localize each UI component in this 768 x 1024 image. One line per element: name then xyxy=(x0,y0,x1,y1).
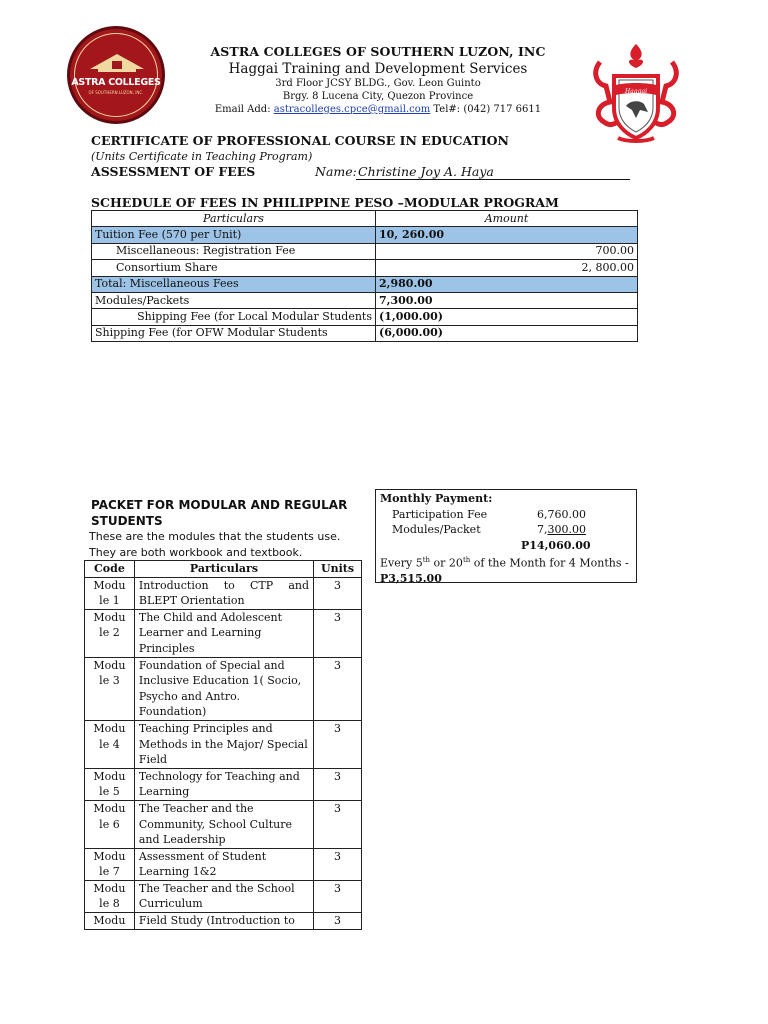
packet-description xyxy=(89,529,369,560)
email-label: Email Add: xyxy=(214,104,274,115)
module-row xyxy=(85,577,362,609)
crest-banner: Haggai xyxy=(625,88,647,95)
logo-name: ASTRA COLLEGES xyxy=(71,77,161,88)
modules-header-code: Code xyxy=(85,561,135,578)
institution-subtitle: Haggai Training and Development Services xyxy=(228,61,528,77)
module-units: 3 xyxy=(314,768,362,800)
fee-label: Shipping Fee (for OFW Modular Students xyxy=(92,325,376,341)
packet-desc-line-2: They are both workbook and textbook. xyxy=(89,545,303,559)
monthly-payment-box xyxy=(375,489,637,586)
module-code: Modu le 2 xyxy=(85,609,135,657)
address-line-1: 3rd Floor JCSY BLDG., Gov. Leon Guinto xyxy=(275,78,481,89)
module-code: Modu le 4 xyxy=(85,720,135,768)
fee-amount: (1,000.00) xyxy=(376,309,638,325)
letterhead xyxy=(170,44,586,116)
fee-label: Consortium Share xyxy=(92,260,376,276)
name-label: Name: xyxy=(315,164,357,179)
monthly-total: P14,060.00 xyxy=(521,538,591,552)
fee-amount: 2,980.00 xyxy=(376,276,638,292)
participation-row xyxy=(380,507,632,523)
module-code: Modu le 5 xyxy=(85,768,135,800)
modules-label: Modules/Packet xyxy=(392,523,481,536)
module-row xyxy=(85,657,362,720)
participation-label: Participation Fee xyxy=(392,507,488,521)
modules-row xyxy=(380,522,632,538)
fees-header-particulars: Particulars xyxy=(92,211,376,227)
fees-row xyxy=(92,292,638,308)
module-row xyxy=(85,609,362,657)
module-row xyxy=(85,720,362,768)
module-row xyxy=(85,800,362,848)
modules-value: 7,300.00 xyxy=(537,523,586,536)
schedule-title: SCHEDULE OF FEES IN PHILIPPINE PESO –MODULAR PROGRAM xyxy=(91,195,559,210)
modules-header-units: Units xyxy=(314,561,362,578)
certificate-subtitle: (Units Certificate in Teaching Program) xyxy=(91,150,313,163)
module-particulars: Foundation of Special and Inclusive Education 1( Socio, Psycho and Antro. Foundation) xyxy=(134,657,313,720)
monthly-schedule: Every 5th or 20th of the Month for 4 Months - xyxy=(380,556,629,570)
module-code: Modu le 3 xyxy=(85,657,135,720)
module-particulars: Teaching Principles and Methods in the Major/ Special Field xyxy=(134,720,313,768)
module-particulars: The Teacher and the School Curriculum xyxy=(134,880,313,912)
module-units: 3 xyxy=(314,657,362,720)
module-units: 3 xyxy=(314,800,362,848)
module-code: Modu le 7 xyxy=(85,848,135,880)
modules-header-row xyxy=(85,561,362,578)
module-code: Modu le 8 xyxy=(85,880,135,912)
module-particulars: Field Study (Introduction to xyxy=(134,913,313,930)
school-roof-icon xyxy=(88,53,146,73)
address-line-2: Brgy. 8 Lucena City, Quezon Province xyxy=(282,91,474,102)
modules-header-particulars: Particulars xyxy=(134,561,313,578)
fee-label: Miscellaneous: Registration Fee xyxy=(92,243,376,259)
module-particulars: Introduction to CTP and BLEPT Orientation xyxy=(134,577,313,609)
monthly-title: Monthly Payment: xyxy=(380,492,493,505)
fees-row xyxy=(92,276,638,292)
fees-header-row xyxy=(92,211,638,227)
module-particulars: The Child and Adolescent Learner and Learning Principles xyxy=(134,609,313,657)
modules-table xyxy=(84,560,362,930)
module-units: 3 xyxy=(314,913,362,930)
participation-value: 6,760.00 xyxy=(537,507,586,521)
fee-amount: 2, 800.00 xyxy=(376,260,638,276)
telephone: Tel#: (042) 717 6611 xyxy=(430,104,542,115)
astra-logo xyxy=(67,26,165,124)
fee-label: Shipping Fee (for Local Modular Students xyxy=(92,309,376,325)
module-units: 3 xyxy=(314,848,362,880)
email-link[interactable]: astracolleges.cpce@gmail.com xyxy=(273,104,431,115)
module-code: Modu xyxy=(85,913,135,930)
fee-label: Tuition Fee (570 per Unit) xyxy=(92,227,376,243)
fee-amount: (6,000.00) xyxy=(376,325,638,341)
assessment-heading: ASSESSMENT OF FEES xyxy=(91,164,256,179)
logo-subtitle: OF SOUTHERN LUZON, INC. xyxy=(88,90,144,95)
module-row xyxy=(85,768,362,800)
fees-row xyxy=(92,309,638,325)
module-row xyxy=(85,880,362,912)
fees-row xyxy=(92,243,638,259)
fee-label: Modules/Packets xyxy=(92,292,376,308)
certificate-title: CERTIFICATE OF PROFESSIONAL COURSE IN EDUCATION xyxy=(91,133,509,148)
fee-amount: 700.00 xyxy=(376,243,638,259)
module-units: 3 xyxy=(314,609,362,657)
module-particulars: The Teacher and the Community, School Culture and Leadership xyxy=(134,800,313,848)
module-units: 3 xyxy=(314,577,362,609)
fee-amount: 7,300.00 xyxy=(376,292,638,308)
module-units: 3 xyxy=(314,720,362,768)
module-code: Modu le 1 xyxy=(85,577,135,609)
module-row xyxy=(85,848,362,880)
packet-desc-line-1: These are the modules that the students use. xyxy=(89,530,341,543)
module-units: 3 xyxy=(314,880,362,912)
contact-line xyxy=(170,103,586,116)
module-particulars: Technology for Teaching and Learning xyxy=(134,768,313,800)
fee-amount: 10, 260.00 xyxy=(376,227,638,243)
fees-row xyxy=(92,260,638,276)
fee-label: Total: Miscellaneous Fees xyxy=(92,276,376,292)
institution-name: ASTRA COLLEGES OF SOUTHERN LUZON, INC xyxy=(210,44,546,59)
module-code: Modu le 6 xyxy=(85,800,135,848)
module-particulars: Assessment of Student Learning 1&2 xyxy=(134,848,313,880)
module-row xyxy=(85,913,362,930)
haggai-crest-icon xyxy=(590,42,682,146)
fees-row xyxy=(92,227,638,243)
packet-title: PACKET FOR MODULAR AND REGULAR STUDENTS xyxy=(91,498,348,528)
fees-header-amount: Amount xyxy=(376,211,638,227)
monthly-installment: P3,515.00 xyxy=(380,572,442,586)
fees-row xyxy=(92,325,638,341)
student-name: Christine Joy A. Haya xyxy=(356,165,630,180)
fees-table xyxy=(91,210,638,342)
